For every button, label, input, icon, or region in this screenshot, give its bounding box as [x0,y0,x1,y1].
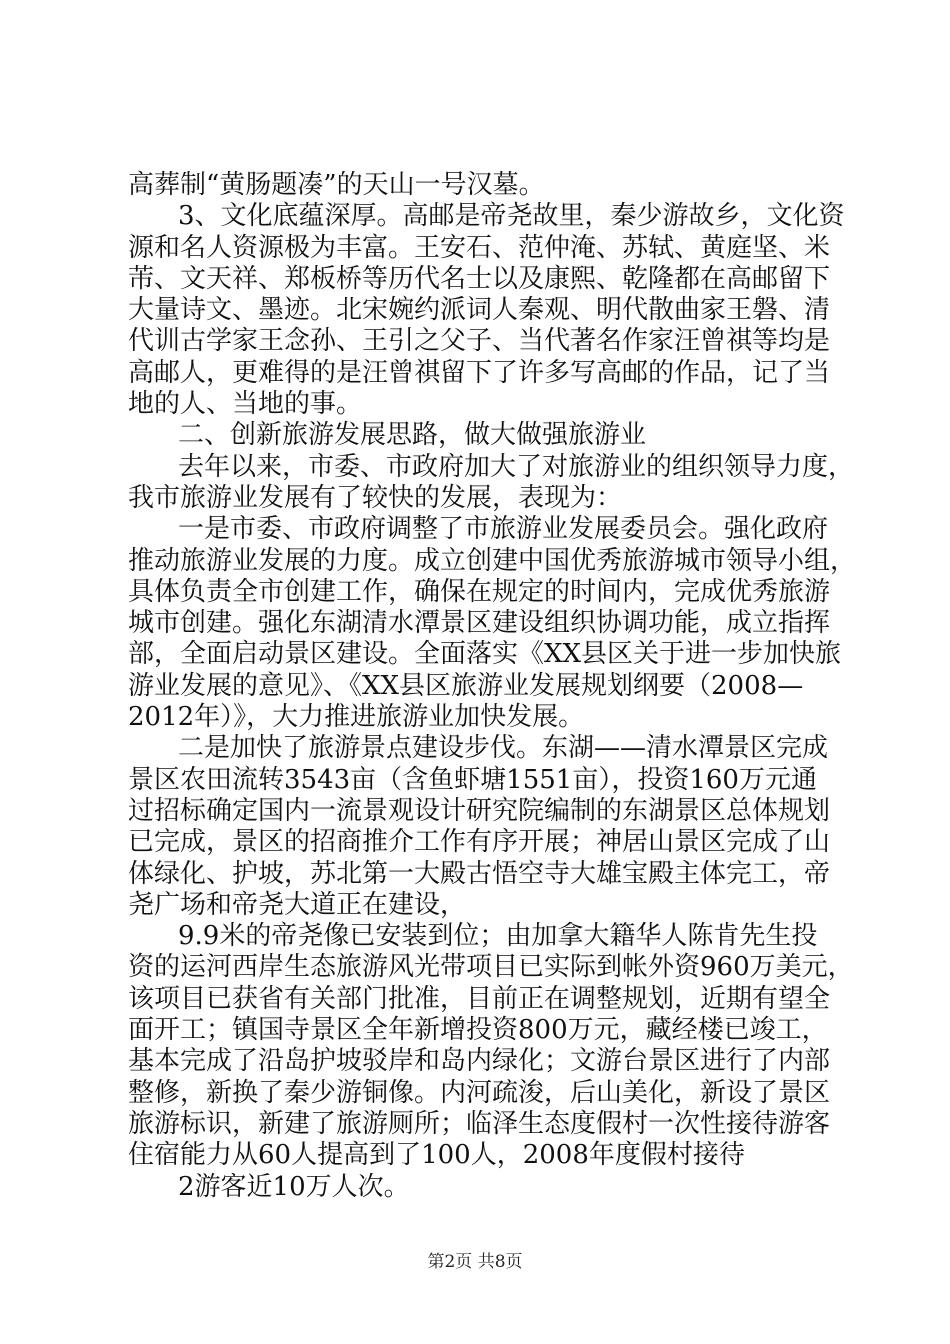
text-line: 住宿能力从60人提高到了100人，2008年度假村接待 [128,1140,745,1171]
text-line: 已完成，景区的招商推介工作有序开展；神居山景区完成了山 [128,827,831,858]
text-line: 资的运河西岸生态旅游风光带项目已实际到帐外资960万美元， [128,952,854,983]
document-body [128,170,857,1203]
text-line: 面开工；镇国寺景区全年新增投资800万元，藏经楼已竣工， [128,1015,828,1046]
text-line: 大量诗文、墨迹。北宋婉约派词人秦观、明代散曲家王磐、清 [128,295,831,326]
text-line: 高邮人，更难得的是汪曾祺留下了许多写高邮的作品，记了当 [128,357,831,388]
text-line: 具体负责全市创建工作，确保在规定的时间内，完成优秀旅游 [128,576,831,607]
text-line: 9.9米的帝尧像已安装到位；由加拿大籍华人陈肯先生投 [178,921,818,952]
text-line: 源和名人资源极为丰富。王安石、范仲淹、苏轼、黄庭坚、米 [128,232,831,263]
text-line: 芾、文天祥、郑板桥等历代名士以及康熙、乾隆都在高邮留下 [128,263,831,294]
page-number-label: 第2页 共8页 [427,1252,523,1272]
text-line: 推动旅游业发展的力度。成立创建中国优秀旅游城市领导小组， [128,545,857,576]
text-line: 去年以来，市委、市政府加大了对旅游业的组织领导力度， [178,451,855,482]
text-line: 旅游标识，新建了旅游厕所；临泽生态度假村一次性接待游客 [128,1108,831,1139]
text-line: 代训古学家王念孙、王引之父子、当代著名作家汪曾祺等均是 [128,326,831,357]
text-line: 景区农田流转3543亩（含鱼虾塘1551亩），投资160万元通 [128,764,817,795]
text-line: 整修，新换了秦少游铜像。内河疏浚，后山美化，新设了景区 [128,1077,831,1108]
text-line: 该项目已获省有关部门批准，目前正在调整规划，近期有望全 [128,983,831,1014]
text-line: 二是加快了旅游景点建设步伐。东湖——清水潭景区完成 [178,733,829,764]
text-line: 体绿化、护坡，苏北第一大殿古悟空寺大雄宝殿主体完工，帝 [128,858,831,889]
text-line: 基本完成了沿岛护坡驳岸和岛内绿化；文游台景区进行了内部 [128,1046,831,1077]
text-line: 3、文化底蕴深厚。高邮是帝尧故里，秦少游故乡，文化资 [178,201,845,232]
text-line: 部，全面启动景区建设。全面落实《XX县区关于进一步加快旅 [128,639,842,670]
page-footer [0,1247,950,1272]
text-line: 2游客近10万人次。 [178,1171,410,1202]
text-line: 游业发展的意见》、《XX县区旅游业发展规划纲要（2008— [128,670,804,701]
text-line: 二、创新旅游发展思路，做大做强旅游业 [178,420,647,451]
text-line: 2012年）》，大力推进旅游业加快发展。 [128,702,585,733]
text-line: 尧广场和帝尧大道正在建设， [128,889,467,920]
text-line: 我市旅游业发展有了较快的发展，表现为： [128,482,623,513]
text-line: 高葬制“黄肠题凑”的天山一号汉墓。 [128,170,545,200]
text-line: 过招标确定国内一流景观设计研究院编制的东湖景区总体规划 [128,795,831,826]
text-line: 城市创建。强化东湖清水潭景区建设组织协调功能，成立指挥 [128,608,831,639]
text-line: 地的人、当地的事。 [128,389,363,420]
text-line: 一是市委、市政府调整了市旅游业发展委员会。强化政府 [178,514,829,545]
